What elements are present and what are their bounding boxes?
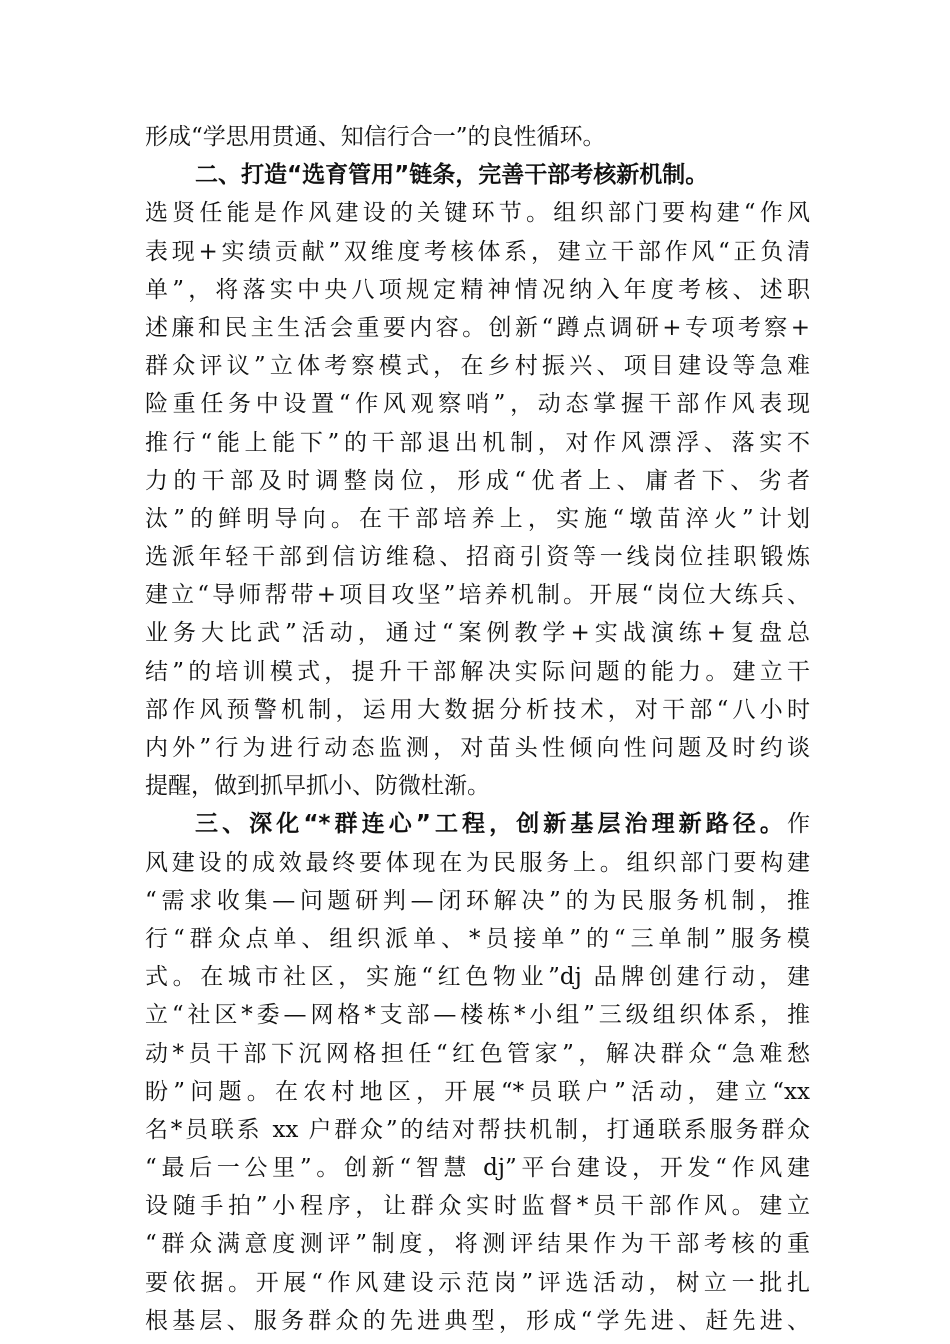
line-text: 作 (787, 811, 810, 838)
paragraph-line (145, 1073, 810, 1111)
paragraph-line (145, 653, 810, 691)
line-text: 建立“导师帮带+项目攻坚”培养机制。开展“岗位大练兵、 (145, 582, 810, 609)
paragraph-line (145, 1225, 810, 1263)
line-text: 要依据。开展“作风建设示范岗”评选活动，树立一批扎 (145, 1269, 810, 1296)
paragraph-line (145, 233, 810, 271)
line-text: 汰”的鲜明导向。在干部培养上，实施“墩苗淬火”计划 (145, 505, 810, 532)
line-text: 部作风预警机制，运用大数据分析技术，对干部“八小时 (145, 696, 810, 723)
paragraph-line (145, 309, 810, 347)
line-text: 表现+实绩贡献”双维度考核体系，建立干部作风“正负清 (145, 238, 810, 265)
line-text: 选派年轻干部到信访维稳、招商引资等一线岗位挂职锻炼 (145, 544, 810, 571)
paragraph-line (145, 462, 810, 500)
paragraph-line (145, 1035, 810, 1073)
line-text: 风建设的成效最终要体现在为民服务上。组织部门要构建 (145, 849, 810, 876)
section-heading: 三、深化“*群连心”工程，创新基层治理新路径。 (195, 811, 787, 838)
paragraph-line (145, 882, 810, 920)
paragraph-line (145, 424, 810, 462)
paragraph-line (145, 996, 810, 1034)
paragraph-line (145, 576, 810, 614)
paragraph-line (145, 347, 810, 385)
line-text: 内外”行为进行动态监测，对苗头性倾向性问题及时约谈 (145, 735, 810, 761)
line-text: “需求收集—问题研判—闭环解决”的为民服务机制，推 (145, 887, 810, 914)
paragraph-line (145, 614, 810, 652)
line-text: 险重任务中设置“作风观察哨”，动态掌握干部作风表现 (145, 391, 810, 418)
paragraph-line (145, 1111, 810, 1149)
paragraph-line (145, 385, 810, 423)
paragraph-line (145, 1302, 810, 1340)
paragraph-line (145, 194, 810, 232)
section-heading-line (145, 805, 810, 843)
paragraph-line (145, 767, 810, 805)
line-text: 述廉和民主生活会重要内容。创新“蹲点调研+专项考察+ (145, 314, 810, 341)
line-text: 单”，将落实中央八项规定精神情况纳入年度考核、述职 (145, 276, 810, 303)
paragraph-line (145, 1264, 810, 1302)
line-text: 业务大比武”活动，通过“案例教学+实战演练+复盘总 (145, 620, 810, 647)
line-text: 提醒，做到抓早抓小、防微杜渐。 (145, 773, 490, 800)
paragraph-line (145, 538, 810, 576)
paragraph-line (145, 729, 810, 767)
section-heading-line (145, 156, 810, 194)
paragraph-line (145, 920, 810, 958)
paragraph-line (145, 500, 810, 538)
line-text: 结”的培训模式，提升干部解决实际问题的能力。建立干 (145, 658, 810, 685)
line-text: 选贤任能是作风建设的关键环节。组织部门要构建“作风 (145, 200, 810, 227)
section-heading: 二、打造“选育管用”链条，完善干部考核新机制。 (195, 162, 709, 189)
line-text: 盼”问题。在农村地区，开展“*员联户”活动，建立“xx (145, 1078, 810, 1105)
document-body (145, 118, 810, 1340)
line-text: “最后一公里”。创新“智慧 dj”平台建设，开发“作风建 (145, 1155, 810, 1182)
line-text: “群众满意度测评”制度，将测评结果作为干部考核的重 (145, 1231, 810, 1258)
paragraph-line (145, 118, 810, 156)
line-text: 群众评议”立体考察模式，在乡村振兴、项目建设等急难 (145, 353, 810, 380)
line-text: 力的干部及时调整岗位，形成“优者上、庸者下、劣者 (145, 467, 810, 494)
line-text: 行“群众点单、组织派单、*员接单”的“三单制”服务模 (145, 925, 810, 952)
paragraph-line (145, 271, 810, 309)
paragraph-line (145, 958, 810, 996)
line-text: 推行“能上能下”的干部退出机制，对作风漂浮、落实不 (145, 429, 810, 456)
paragraph-line (145, 691, 810, 729)
line-text: 式。在城市社区，实施“红色物业”dj 品牌创建行动，建 (145, 964, 810, 991)
paragraph-line (145, 1149, 810, 1187)
line-text: 根基层、服务群众的先进典型，形成“学先进、赶先进、 (145, 1307, 810, 1334)
line-text: 设随手拍”小程序，让群众实时监督*员干部作风。建立 (145, 1193, 810, 1220)
line-text: 动*员干部下沉网格担任“红色管家”，解决群众“急难愁 (145, 1040, 810, 1067)
line-text: 形成“学思用贯通、知信行合一”的良性循环。 (145, 124, 606, 150)
paragraph-line (145, 1187, 810, 1225)
paragraph-line (145, 844, 810, 882)
line-text: 名*员联系 xx 户群众”的结对帮扶机制，打通联系服务群众 (145, 1116, 810, 1143)
line-text: 立“社区*委—网格*支部—楼栋*小组”三级组织体系，推 (145, 1002, 810, 1029)
